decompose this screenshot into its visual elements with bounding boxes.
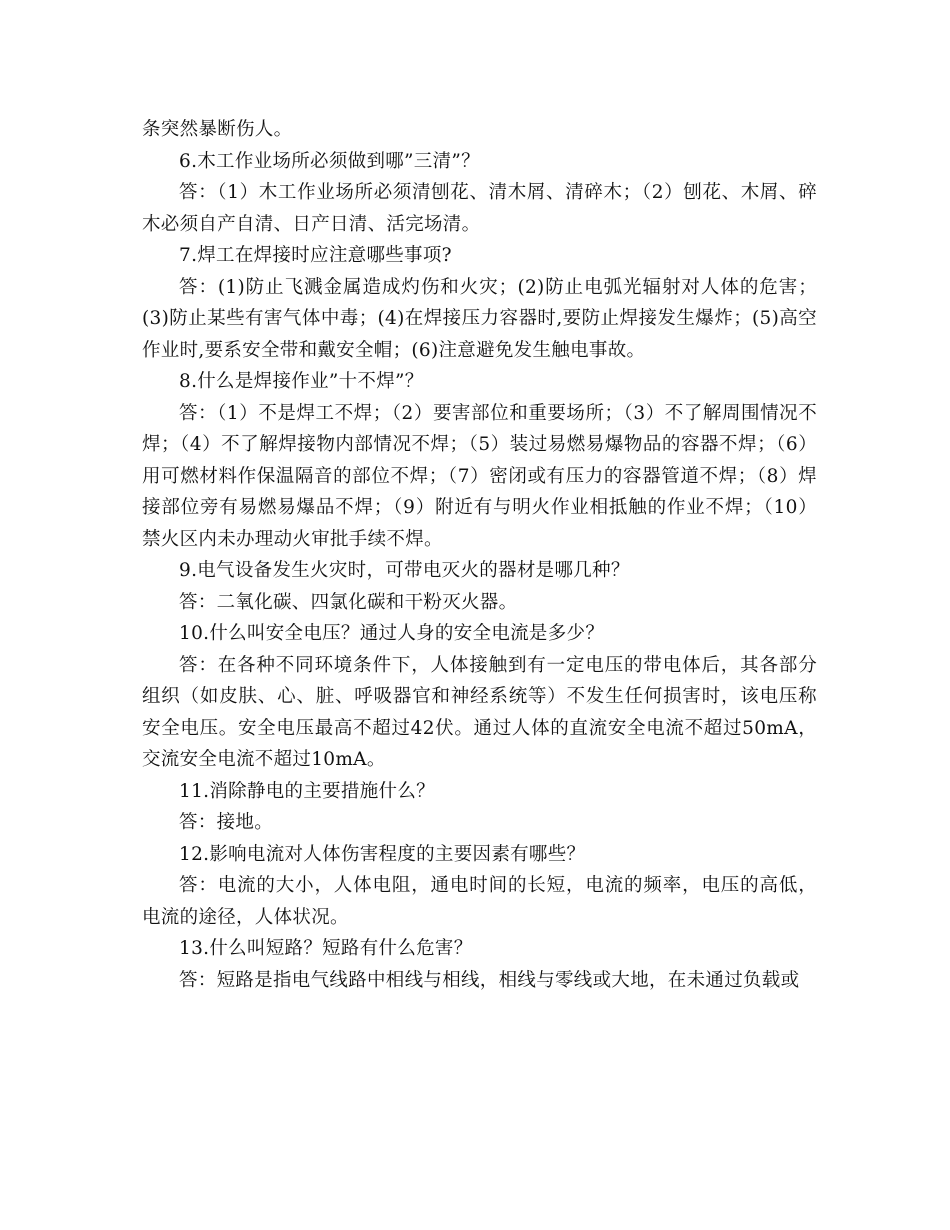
question-12: 12.影响电流对人体伤害程度的主要因素有哪些？ [179, 843, 586, 865]
answer-7: 答：(1)防止飞溅金属造成灼伤和火灾；(2)防止电弧光辐射对人体的危害；(3)防止某些有害气体中毒；(4)在焊接压力容器时,要防止焊接发生爆炸；(5)高空作业时,要系安全带和戴安全帽；(6)注意避免发生触电事故。 [142, 276, 817, 361]
answer-13: 答：短路是指电气线路中相线与相线，相线与零线或大地，在未通过负载或 [179, 969, 800, 991]
answer-10: 答：在各种不同环境条件下，人体接触到有一定电压的带电体后，其各部分组织（如皮肤、心、脏、呼吸器官和神经系统等）不发生任何损害时，该电压称安全电压。安全电压最高不超过42伏。通过人体的直流安全电流不超过50mA，交流安全电流不超过10mA。 [142, 654, 817, 770]
paragraph-continuation: 条突然暴断伤人。 [142, 119, 293, 140]
answer-6: 答：（1）木工作业场所必须清刨花、清木屑、清碎木；（2）刨花、木屑、碎木必须自产自清、日产日清、活完场清。 [142, 182, 817, 235]
answer-12: 答：电流的大小，人体电阻，通电时间的长短，电流的频率，电压的高低，电流的途径，人体状况。 [142, 875, 817, 928]
question-8: 8.什么是焊接作业”十不焊”？ [179, 371, 424, 392]
question-9: 9.电气设备发生火灾时，可带电灭火的器材是哪几种？ [179, 560, 630, 581]
question-6: 6.木工作业场所必须做到哪”三清”？ [179, 150, 480, 172]
answer-9: 答：二氧化碳、四氯化碳和干粉灭火器。 [179, 591, 518, 613]
document-body [142, 114, 817, 996]
answer-11: 答：接地。 [179, 812, 274, 833]
question-11: 11.消除静电的主要措施什么？ [179, 780, 435, 802]
question-10: 10.什么叫安全电压？通过人身的安全电流是多少？ [179, 623, 605, 644]
question-13: 13.什么叫短路？短路有什么危害？ [179, 938, 473, 959]
answer-8: 答：（1）不是焊工不焊；（2）要害部位和重要场所；（3）不了解周围情况不焊；（4）不了解焊接物内部情况不焊；（5）装过易燃易爆物品的容器不焊；（6）用可燃材料作保温隔音的部位不焊；（7）密闭或有压力的容器管道不焊；（8）焊接部位旁有易燃易爆品不焊；（9）附近有与明火作业相抵触的作业不焊；（10）禁火区内未办理动火审批手续不焊。 [142, 402, 817, 550]
question-7: 7.焊工在焊接时应注意哪些事项? [179, 245, 452, 266]
